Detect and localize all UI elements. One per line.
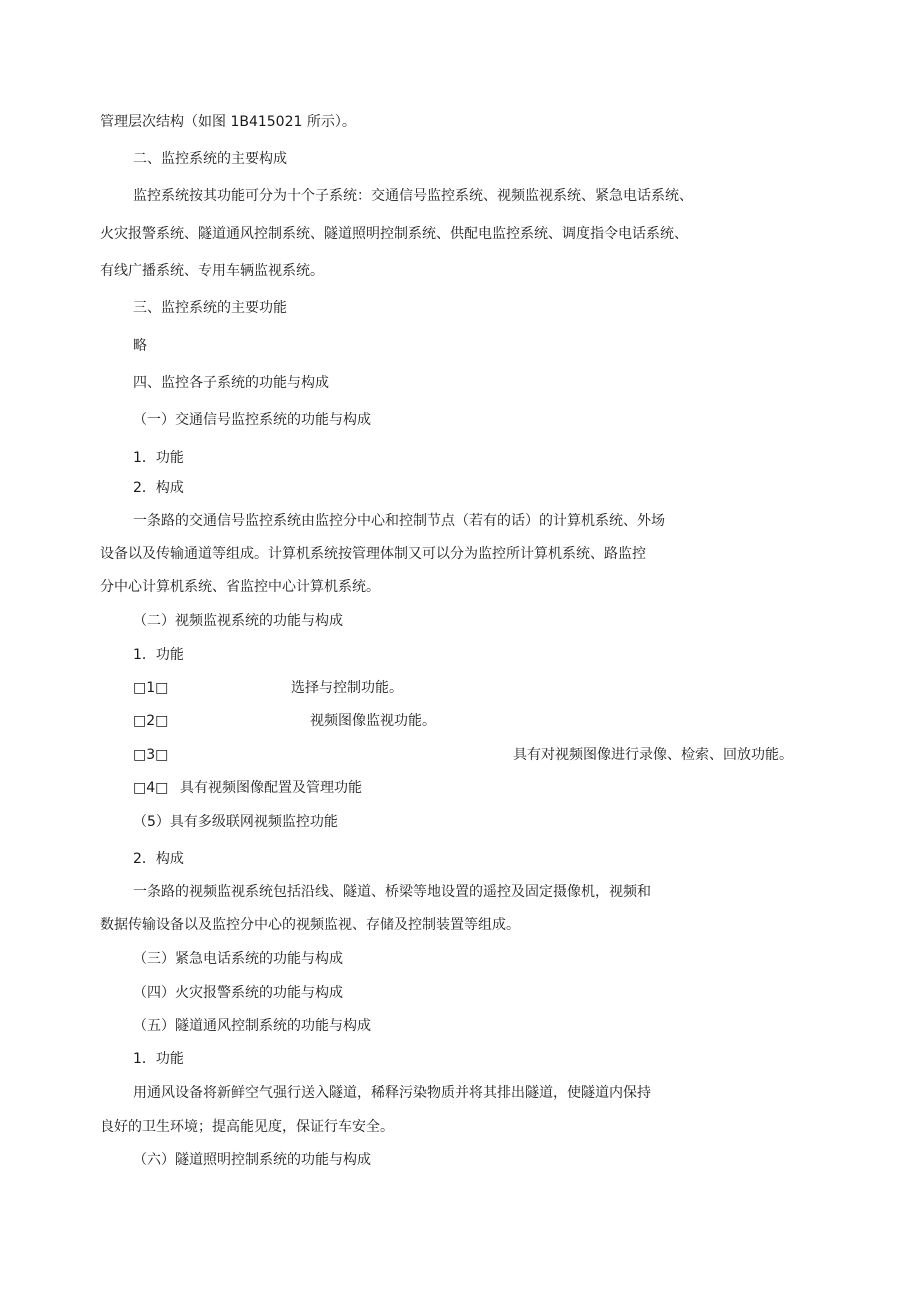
list-marker: □1□	[133, 680, 169, 696]
subsection-heading: （一）交通信号监控系统的功能与构成	[133, 412, 371, 428]
list-item: 选择与控制功能。	[291, 680, 403, 696]
list-item: 具有对视频图像进行录像、检索、回放功能。	[513, 747, 793, 763]
list-marker: □3□	[133, 747, 169, 763]
list-item: （5）具有多级联网视频监控功能	[133, 814, 338, 830]
text-line: 分中心计算机系统、省监控中心计算机系统。	[100, 579, 380, 595]
list-marker: □4□	[133, 780, 169, 796]
list-item: 具有视频图像配置及管理功能	[180, 780, 362, 796]
subsection-heading: （三）紧急电话系统的功能与构成	[133, 951, 343, 967]
text-line: 略	[133, 338, 147, 354]
subsection-heading: （四）火灾报警系统的功能与构成	[133, 985, 343, 1001]
text-line: 一条路的视频监视系统包括沿线、隧道、桥梁等地设置的遥控及固定摄像机，视频和	[133, 884, 651, 900]
text-line: 火灾报警系统、隧道通风控制系统、隧道照明控制系统、供配电监控系统、调度指令电话系统、	[100, 226, 688, 242]
list-item: 2．构成	[133, 480, 184, 496]
text-line: 用通风设备将新鲜空气强行送入隧道，稀释污染物质并将其排出隧道，使隧道内保持	[133, 1085, 651, 1101]
list-item: 2．构成	[133, 851, 184, 867]
list-item: 1．功能	[133, 450, 184, 466]
section-heading: 二、监控系统的主要构成	[133, 151, 287, 167]
subsection-heading: （二）视频监视系统的功能与构成	[133, 613, 343, 629]
text-line: 监控系统按其功能可分为十个子系统：交通信号监控系统、视频监视系统、紧急电话系统、	[133, 188, 693, 204]
list-marker: □2□	[133, 713, 169, 729]
text-line: 一条路的交通信号监控系统由监控分中心和控制节点（若有的话）的计算机系统、外场	[133, 513, 665, 529]
section-heading: 四、监控各子系统的功能与构成	[133, 375, 329, 391]
text-line: 数据传输设备以及监控分中心的视频监视、存储及控制装置等组成。	[100, 917, 520, 933]
list-item: 1．功能	[133, 647, 184, 663]
section-heading: 三、监控系统的主要功能	[133, 300, 287, 316]
list-item: 视频图像监视功能。	[310, 713, 436, 729]
text-line: 设备以及传输通道等组成。计算机系统按管理体制又可以分为监控所计算机系统、路监控	[100, 546, 646, 562]
list-item: 1．功能	[133, 1051, 184, 1067]
text-line: 有线广播系统、专用车辆监视系统。	[100, 263, 324, 279]
text-line: 良好的卫生环境；提高能见度，保证行车安全。	[100, 1119, 394, 1135]
subsection-heading: （六）隧道照明控制系统的功能与构成	[133, 1152, 371, 1168]
subsection-heading: （五）隧道通风控制系统的功能与构成	[133, 1018, 371, 1034]
text-line: 管理层次结构（如图 1B415021 所示）。	[100, 114, 356, 130]
